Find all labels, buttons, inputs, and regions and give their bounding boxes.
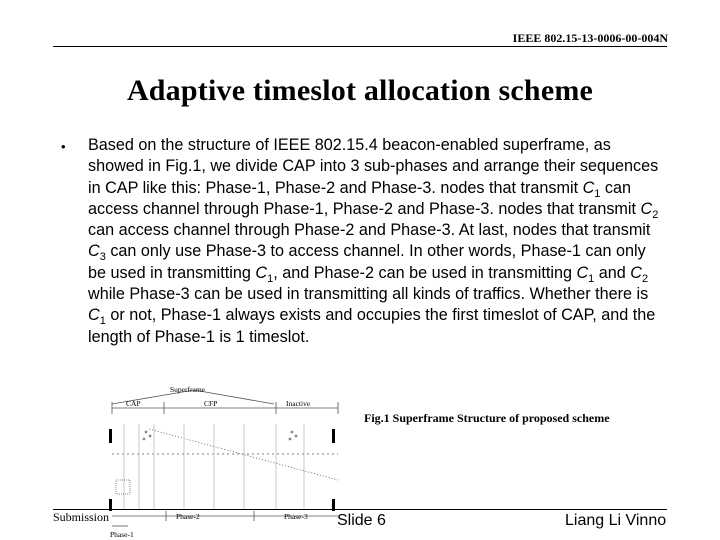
body-segment: can access channel through Phase-2 and Phase-3. At last, nodes that transmit — [88, 221, 651, 240]
slide-title: Adaptive timeslot allocation scheme — [126, 74, 594, 107]
subscript: 3 — [99, 251, 106, 264]
body-segment: and — [594, 263, 631, 282]
traffic-class-c: C — [88, 306, 100, 325]
traffic-class-c: C — [576, 263, 589, 282]
cfp-label: CFP — [204, 399, 218, 408]
document-number: IEEE 802.15-13-0006-00-004N — [512, 31, 668, 45]
body-segment: can access channel through Phase-1, Phase-2 and Phase-3. nodes that transmit — [88, 178, 641, 218]
footer-submission: Submission — [53, 510, 110, 524]
traffic-class-c: C — [582, 178, 595, 197]
phase2-label: Phase-2 — [176, 512, 200, 521]
traffic-class-c: C — [255, 263, 268, 282]
superframe-label: Superframe — [170, 385, 205, 394]
bullet-marker: • — [61, 139, 66, 154]
slide-number: Slide 6 — [337, 512, 386, 529]
body-segment: , and Phase-2 can be used in transmitting — [273, 263, 577, 282]
body-segment: or not, Phase-1 always exists and occupies the first timeslot of CAP, and the length of Phase-1 is 1 timeslot. — [88, 306, 656, 346]
cap-label: CAP — [126, 399, 141, 408]
inactive-label: Inactive — [286, 399, 311, 408]
body-segment: while Phase-3 can be used in transmitting all kinds of traffics. Whether there is — [88, 285, 649, 304]
footer-divider — [53, 509, 667, 510]
traffic-class-c: C — [88, 242, 100, 261]
bullet-paragraph — [88, 135, 663, 348]
traffic-class-c: C — [630, 263, 642, 282]
subscript: 2 — [652, 209, 659, 222]
subscript: 1 — [588, 273, 595, 286]
phase3-label: Phase-3 — [284, 512, 308, 521]
traffic-class-c: C — [640, 199, 653, 218]
footer-author: Liang Li Vinno — [565, 512, 667, 529]
subscript: 1 — [267, 273, 274, 286]
figure-caption: Fig.1 Superframe Structure of proposed scheme — [364, 411, 610, 425]
phase1-label: Phase-1 — [110, 530, 134, 539]
superframe-structure-figure — [104, 384, 344, 540]
subscript: 1 — [99, 315, 106, 328]
subscript: 2 — [642, 273, 649, 286]
subscript: 1 — [594, 187, 601, 200]
body-segment: can only use Phase-3 to access channel. In other words, Phase-1 can only be used in transmitting — [88, 242, 646, 282]
header-divider — [53, 46, 667, 47]
body-segment: Based on the structure of IEEE 802.15.4 beacon-enabled superframe, as showed in Fig.1, we divide CAP into 3 sub-phases and arrange their sequences in CAP like this: Phase-1, Phase-2 and Phase-3. nodes that transmit — [88, 136, 659, 197]
